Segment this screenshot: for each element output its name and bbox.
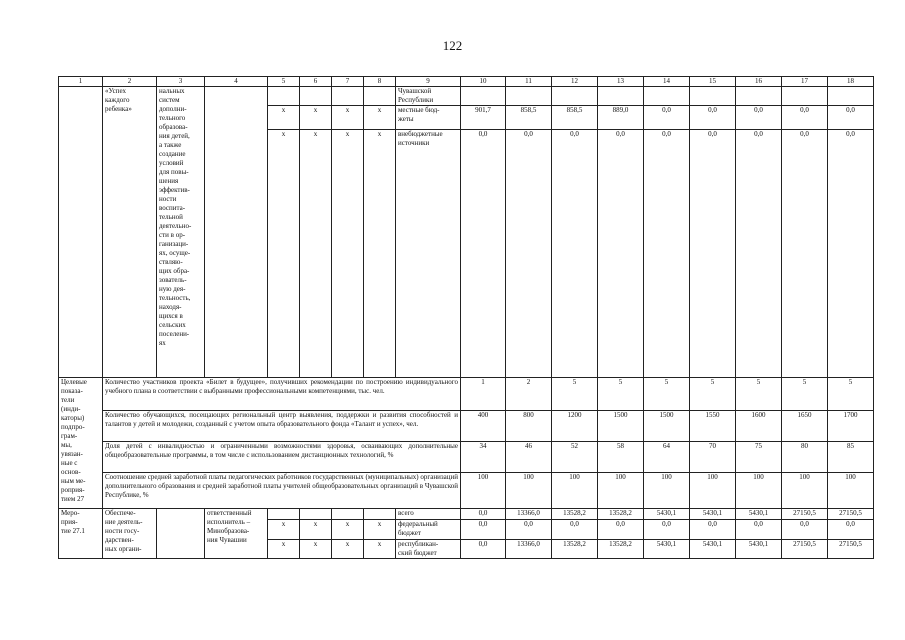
indicator-value-cell: 5 — [828, 378, 874, 411]
value-cell: 5430,1 — [644, 509, 690, 520]
page-number: 122 — [442, 38, 463, 53]
indicator-value-cell: 100 — [782, 473, 828, 509]
indicator-value-cell: 1 — [461, 378, 506, 411]
budget-table — [58, 76, 874, 559]
value-cell: 0,0 — [828, 520, 874, 540]
program-name-cell: «Успех каждого ребенка» — [103, 87, 157, 378]
code-cell: x — [364, 130, 396, 378]
value-cell: 5430,1 — [736, 509, 782, 520]
value-cell: 889,0 — [598, 106, 644, 130]
code-cell: x — [364, 540, 396, 559]
indicator-value-cell: 52 — [552, 442, 598, 473]
value-cell: 27150,5 — [782, 540, 828, 559]
indicator-value-cell: 5 — [598, 378, 644, 411]
header-cell: 14 — [644, 77, 690, 87]
empty-cell — [364, 87, 396, 106]
indicator-value-cell: 1700 — [828, 411, 874, 442]
header-cell: 2 — [103, 77, 157, 87]
header-cell: 9 — [396, 77, 461, 87]
code-cell: x — [268, 106, 300, 130]
value-cell: 0,0 — [690, 106, 736, 130]
code-cell: x — [268, 540, 300, 559]
indicator-value-cell: 800 — [506, 411, 552, 442]
indicator-value-cell: 100 — [828, 473, 874, 509]
header-cell: 8 — [364, 77, 396, 87]
funding-source-cell: федеральный бюджет — [396, 520, 461, 540]
empty-cell — [736, 87, 782, 106]
value-cell: 0,0 — [552, 520, 598, 540]
empty-cell — [828, 87, 874, 106]
header-cell: 11 — [506, 77, 552, 87]
indicator-value-cell: 1500 — [644, 411, 690, 442]
indicator-value-cell: 64 — [644, 442, 690, 473]
empty-cell — [782, 87, 828, 106]
indicator-value-cell: 80 — [782, 442, 828, 473]
funding-source-cell: местные бюд- жеты — [396, 106, 461, 130]
code-cell: x — [268, 130, 300, 378]
empty-cell — [461, 87, 506, 106]
value-cell: 0,0 — [828, 130, 874, 378]
executor-cell: ответственный исполнитель – Минобразова- ния Чувашии — [205, 509, 268, 559]
header-cell: 16 — [736, 77, 782, 87]
indicator-value-cell: 100 — [552, 473, 598, 509]
empty-cell — [268, 87, 300, 106]
measure-name-cell: Обеспече- ние деятель- ности госу- дарствен- ных органи- — [103, 509, 157, 559]
indicator-value-cell: 5 — [552, 378, 598, 411]
value-cell: 0,0 — [461, 130, 506, 378]
value-cell: 858,5 — [506, 106, 552, 130]
task-description-cell: нальных систем дополни- тельного образова- ния детей, а также создание условий для повы- шения эффектив- ности воспита- тельной деятельно- сти в ор- ганизаци- ях, осуще- ствляю- щих обра- зователь- ную дея- тельность, находя- щихся в сельских поселени- ях — [157, 87, 205, 378]
indicator-value-cell: 5 — [736, 378, 782, 411]
empty-cell — [552, 87, 598, 106]
funding-source-cell: республикан- ский бюджет — [396, 540, 461, 559]
empty-cell — [59, 87, 103, 378]
value-cell: 0,0 — [644, 106, 690, 130]
empty-cell — [205, 87, 268, 378]
value-cell: 13528,2 — [552, 509, 598, 520]
indicator-value-cell: 100 — [461, 473, 506, 509]
code-cell: x — [300, 130, 332, 378]
indicator-value-cell: 1550 — [690, 411, 736, 442]
code-cell: x — [332, 130, 364, 378]
indicator-value-cell: 100 — [736, 473, 782, 509]
value-cell: 0,0 — [506, 130, 552, 378]
value-cell: 27150,5 — [782, 509, 828, 520]
value-cell: 0,0 — [461, 509, 506, 520]
empty-cell — [598, 87, 644, 106]
indicator-value-cell: 85 — [828, 442, 874, 473]
indicator-text-cell: Количество обучающихся, посещающих региональный центр выявления, поддержки и развития способностей и талантов у детей и молодежи, созданный с учетом опыта образовательного фонда «Талант и успех», чел. — [103, 411, 461, 442]
empty-cell — [690, 87, 736, 106]
code-cell: x — [332, 106, 364, 130]
indicator-row — [59, 442, 874, 473]
indicators-label-cell: Целевые показа- тели (инди- каторы) подпро- грам- мы, увязан- ные с основ- ным ме- роприя- тием 27 — [59, 378, 103, 509]
header-cell: 5 — [268, 77, 300, 87]
header-cell: 7 — [332, 77, 364, 87]
indicator-value-cell: 100 — [598, 473, 644, 509]
value-cell: 0,0 — [828, 106, 874, 130]
indicator-value-cell: 2 — [506, 378, 552, 411]
empty-cell — [644, 87, 690, 106]
code-cell — [268, 509, 300, 520]
indicator-value-cell: 58 — [598, 442, 644, 473]
header-cell: 18 — [828, 77, 874, 87]
code-cell: x — [300, 540, 332, 559]
header-cell: 3 — [157, 77, 205, 87]
header-row — [59, 77, 874, 87]
value-cell: 0,0 — [736, 106, 782, 130]
indicator-row — [59, 411, 874, 442]
value-cell: 13528,2 — [598, 509, 644, 520]
value-cell: 0,0 — [461, 540, 506, 559]
value-cell: 27150,5 — [828, 509, 874, 520]
value-cell: 0,0 — [736, 130, 782, 378]
code-cell: x — [332, 520, 364, 540]
indicator-value-cell: 1500 — [598, 411, 644, 442]
indicator-text-cell: Соотношение средней заработной платы педагогических работников государственных (муниципальных) организаций дополнительного образования и средней заработной платы учителей общеобразовательных организаций в Чувашской Республике, % — [103, 473, 461, 509]
code-cell: x — [364, 106, 396, 130]
indicator-row — [59, 378, 874, 411]
empty-cell — [300, 87, 332, 106]
indicator-value-cell: 1200 — [552, 411, 598, 442]
code-cell: x — [332, 540, 364, 559]
indicator-value-cell: 5 — [644, 378, 690, 411]
value-cell: 901,7 — [461, 106, 506, 130]
indicator-text-cell: Количество участников проекта «Билет в будущее», получивших рекомендации по построению индивидуального учебного плана в соответствии с выбранными профессиональными компетенциями, тыс. чел. — [103, 378, 461, 411]
header-cell: 17 — [782, 77, 828, 87]
code-cell: x — [300, 520, 332, 540]
value-cell: 5430,1 — [736, 540, 782, 559]
value-cell: 0,0 — [782, 520, 828, 540]
value-cell: 5430,1 — [690, 509, 736, 520]
table-row — [59, 509, 874, 520]
header-cell: 10 — [461, 77, 506, 87]
measure-number-cell: Меро- прия- тие 27.1 — [59, 509, 103, 559]
value-cell: 0,0 — [598, 130, 644, 378]
value-cell: 13528,2 — [598, 540, 644, 559]
empty-cell — [506, 87, 552, 106]
indicator-value-cell: 100 — [690, 473, 736, 509]
indicator-row — [59, 473, 874, 509]
indicator-value-cell: 5 — [690, 378, 736, 411]
value-cell: 0,0 — [644, 520, 690, 540]
value-cell: 5430,1 — [690, 540, 736, 559]
indicator-value-cell: 1650 — [782, 411, 828, 442]
value-cell: 0,0 — [598, 520, 644, 540]
value-cell: 0,0 — [506, 520, 552, 540]
value-cell: 5430,1 — [644, 540, 690, 559]
code-cell — [300, 509, 332, 520]
value-cell: 0,0 — [782, 106, 828, 130]
funding-source-cell: Чувашской Республики — [396, 87, 461, 106]
indicator-value-cell: 34 — [461, 442, 506, 473]
value-cell: 0,0 — [782, 130, 828, 378]
funding-source-cell: всего — [396, 509, 461, 520]
header-cell: 6 — [300, 77, 332, 87]
header-cell: 15 — [690, 77, 736, 87]
code-cell: x — [300, 106, 332, 130]
value-cell: 27150,5 — [828, 540, 874, 559]
value-cell: 0,0 — [690, 130, 736, 378]
header-cell: 4 — [205, 77, 268, 87]
indicator-value-cell: 46 — [506, 442, 552, 473]
indicator-value-cell: 100 — [506, 473, 552, 509]
code-cell — [332, 509, 364, 520]
value-cell: 0,0 — [644, 130, 690, 378]
value-cell: 0,0 — [461, 520, 506, 540]
indicator-value-cell: 100 — [644, 473, 690, 509]
header-cell: 1 — [59, 77, 103, 87]
indicator-value-cell: 75 — [736, 442, 782, 473]
value-cell: 0,0 — [552, 130, 598, 378]
code-cell: x — [364, 520, 396, 540]
value-cell: 13366,0 — [506, 509, 552, 520]
indicator-text-cell: Доля детей с инвалидностью и ограниченными возможностями здоровья, осваивающих дополнительные общеобразовательные программы, в том числе с использованием дистанционных технологий, % — [103, 442, 461, 473]
funding-source-cell: внебюджетные источники — [396, 130, 461, 378]
header-cell: 12 — [552, 77, 598, 87]
empty-cell — [157, 509, 205, 559]
indicator-value-cell: 70 — [690, 442, 736, 473]
value-cell: 0,0 — [736, 520, 782, 540]
value-cell: 0,0 — [690, 520, 736, 540]
code-cell: x — [268, 520, 300, 540]
table-row — [59, 87, 874, 106]
value-cell: 858,5 — [552, 106, 598, 130]
header-cell: 13 — [598, 77, 644, 87]
code-cell — [364, 509, 396, 520]
indicator-value-cell: 5 — [782, 378, 828, 411]
indicator-value-cell: 400 — [461, 411, 506, 442]
empty-cell — [332, 87, 364, 106]
value-cell: 13366,0 — [506, 540, 552, 559]
value-cell: 13528,2 — [552, 540, 598, 559]
indicator-value-cell: 1600 — [736, 411, 782, 442]
